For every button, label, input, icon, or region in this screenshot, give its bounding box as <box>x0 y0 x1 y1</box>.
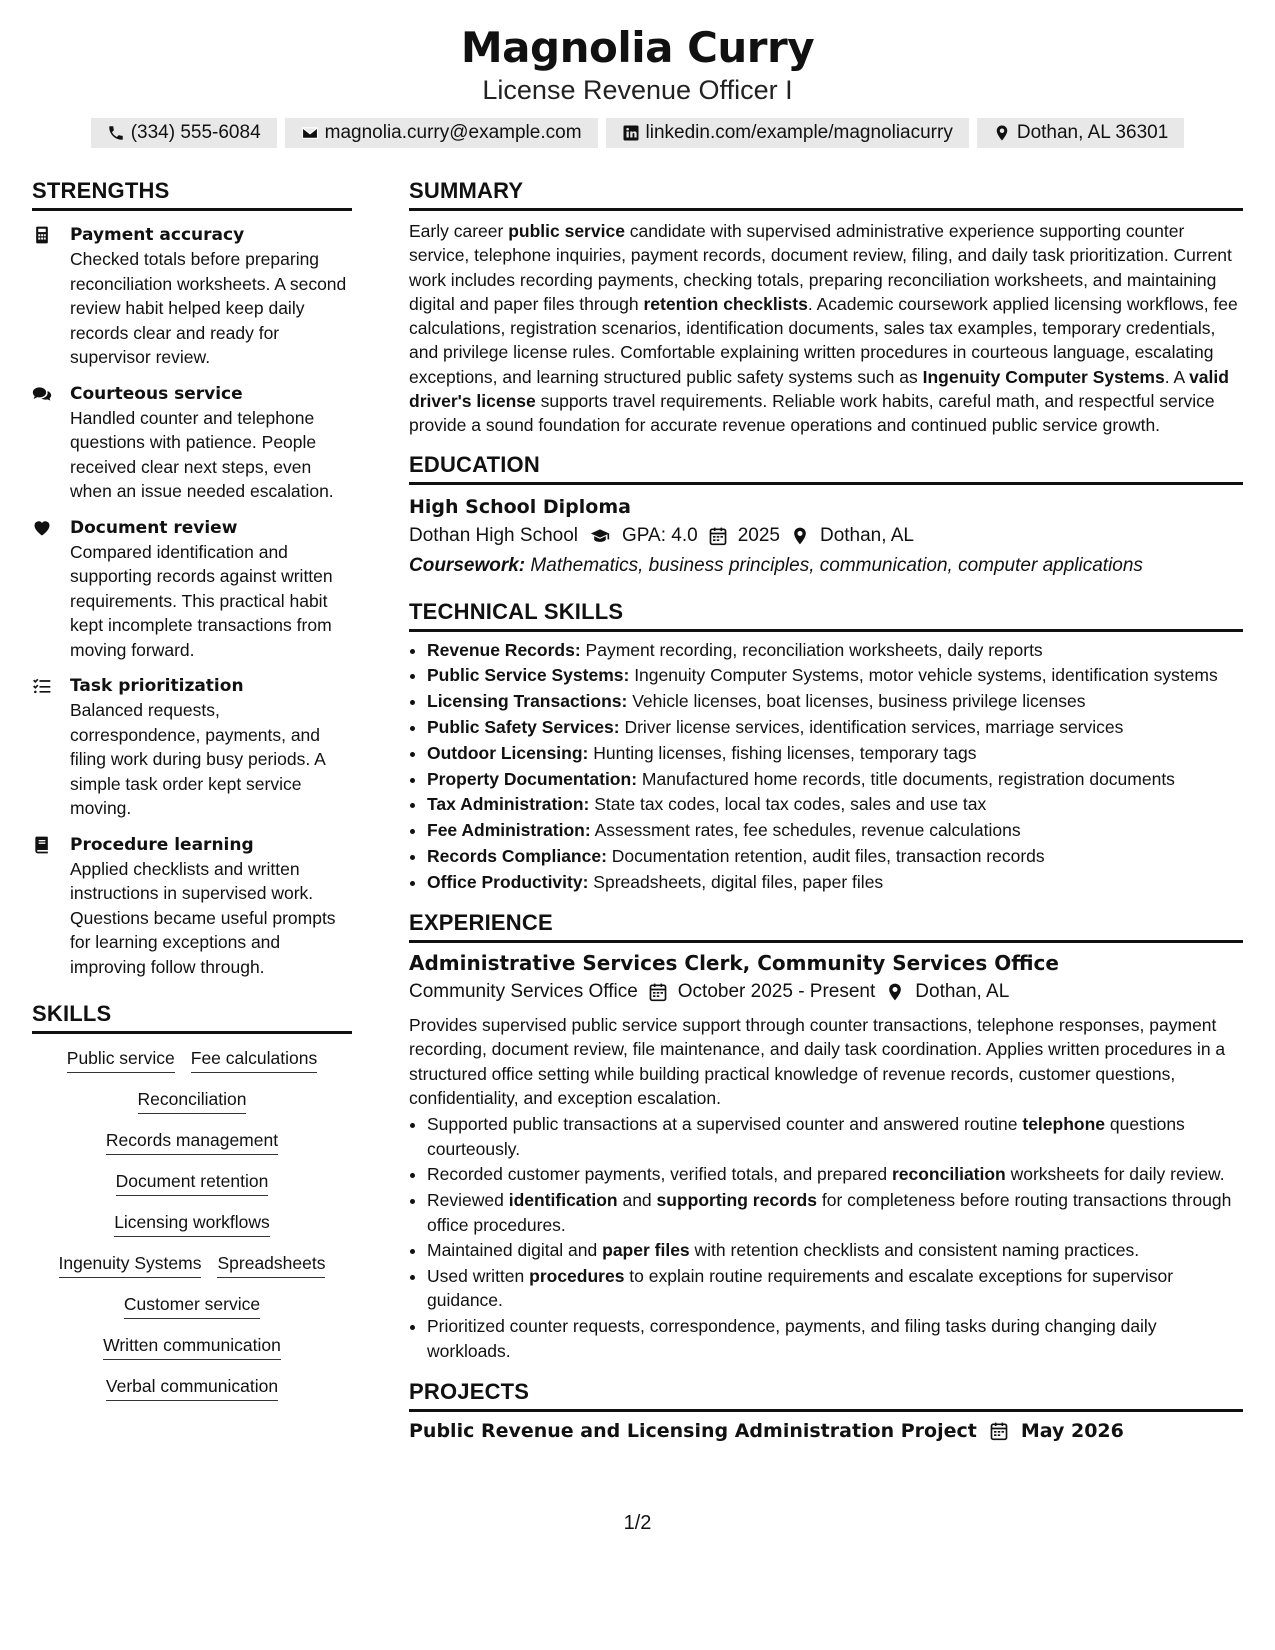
map-pin-icon <box>885 982 905 1002</box>
skill-tag: Customer service <box>124 1292 260 1319</box>
list-item: • Public Service Systems: Ingenuity Computer Systems, motor vehicle systems, identification systems <box>427 663 1243 687</box>
map-pin-icon <box>790 526 810 546</box>
skill-tag: Public service <box>67 1046 175 1073</box>
list-item: • Recorded customer payments, verified totals, and prepared reconciliation worksheets for daily review. <box>427 1162 1243 1186</box>
strength-desc: Checked totals before preparing reconciliation worksheets. A second review habit helped keep daily records clear and ready for supervisor review. <box>70 249 347 367</box>
skill-tag: Reconciliation <box>138 1087 247 1114</box>
contact-linkedin[interactable] <box>606 118 969 148</box>
list-item: • Records Compliance: Documentation retention, audit files, transaction records <box>427 844 1243 868</box>
calendar-icon <box>989 1421 1009 1441</box>
strength-item <box>32 382 352 504</box>
strength-item <box>32 833 352 980</box>
graduation-cap-icon <box>588 526 612 546</box>
list-item: • Office Productivity: Spreadsheets, digital files, paper files <box>427 870 1243 894</box>
candidate-title: License Revenue Officer I <box>482 75 793 105</box>
strength-item <box>32 223 352 370</box>
contact-location-text: Dothan, AL 36301 <box>1016 122 1169 143</box>
list-item: • Tax Administration: State tax codes, local tax codes, sales and use tax <box>427 792 1243 816</box>
skill-tag: Records management <box>106 1128 278 1155</box>
right-column <box>409 178 1243 1442</box>
envelope-icon <box>301 124 319 142</box>
job-dates: October 2025 - Present <box>677 981 876 1003</box>
job-description: Provides supervised public service support through counter transactions, telephone responses, payment recording, document review, file maintenance, and daily task coordination. Applies written procedures in a structured office setting while building practical knowledge of revenue records, customer questions, confidentiality, and exception escalation. <box>409 1015 1226 1109</box>
contact-location <box>977 118 1184 148</box>
gpa: GPA: 4.0 <box>622 524 698 546</box>
skill-tag: Licensing workflows <box>114 1210 270 1237</box>
strength-desc: Handled counter and telephone questions with patience. People received clear next steps, even when an issue needed escalation. <box>70 407 334 501</box>
strength-title: Task prioritization <box>70 676 244 696</box>
calendar-icon <box>708 526 728 546</box>
skills-tags <box>32 1046 352 1401</box>
map-pin-icon <box>993 124 1011 142</box>
skill-tag: Document retention <box>116 1169 269 1196</box>
degree-title: High School Diploma <box>409 495 631 518</box>
list-item: • Public Safety Services: Driver license services, identification services, marriage services <box>427 715 1243 739</box>
list-item: • Maintained digital and paper files with retention checklists and consistent naming practices. <box>427 1238 1243 1262</box>
contact-bar <box>0 118 1275 148</box>
list-item: • Prioritized counter requests, correspondence, payments, and filing tasks during changing daily workloads. <box>427 1314 1243 1363</box>
projects-heading: PROJECTS <box>409 1379 1243 1412</box>
strength-title: Document review <box>70 517 238 538</box>
education-meta <box>409 521 1243 551</box>
task-list-icon <box>32 676 52 696</box>
summary-heading: SUMMARY <box>409 178 1243 211</box>
education-location: Dothan, AL <box>819 524 914 546</box>
skill-tag: Spreadsheets <box>217 1251 325 1278</box>
technical-skills-heading: TECHNICAL SKILLS <box>409 599 1243 632</box>
job-location: Dothan, AL <box>915 981 1010 1003</box>
graduation-year: 2025 <box>737 524 780 546</box>
list-item: • Property Documentation: Manufactured home records, title documents, registration documents <box>427 767 1243 791</box>
list-item: • Fee Administration: Assessment rates, fee schedules, revenue calculations <box>427 818 1243 842</box>
skills-heading: SKILLS <box>32 1001 352 1034</box>
skill-tag: Fee calculations <box>191 1046 317 1073</box>
skill-tag: Verbal communication <box>106 1374 278 1401</box>
skill-tag: Written communication <box>103 1333 281 1360</box>
strength-item <box>32 674 352 821</box>
project-date: May 2026 <box>1020 1419 1124 1442</box>
left-column <box>32 178 352 1442</box>
job-meta <box>409 977 1243 1007</box>
strength-desc: Applied checklists and written instructions in supervised work. Questions became useful prompts for learning exceptions and improving follow through. <box>70 858 336 977</box>
calendar-icon <box>648 982 668 1002</box>
list-item: • Outdoor Licensing: Hunting licenses, fishing licenses, temporary tags <box>427 741 1243 765</box>
contact-phone-text: (334) 555-6084 <box>130 122 261 143</box>
contact-email[interactable] <box>285 118 598 148</box>
chat-bubbles-icon <box>32 384 52 404</box>
list-item: • Used written procedures to explain routine requirements and escalate exceptions for supervisor guidance. <box>427 1264 1243 1313</box>
experience-heading: EXPERIENCE <box>409 910 1243 943</box>
education-heading: EDUCATION <box>409 452 1243 485</box>
page-number: 1/2 <box>623 1512 652 1534</box>
strength-desc: Balanced requests, correspondence, payments, and filing work during busy periods. A simple task order kept service moving. <box>70 700 325 818</box>
coursework: Coursework: Mathematics, business principles, communication, computer applications <box>409 554 1143 576</box>
job-title: Administrative Services Clerk, Community Services Office <box>409 951 1059 976</box>
book-icon <box>32 835 52 855</box>
calculator-icon <box>32 225 52 245</box>
job-bullets <box>409 1112 1243 1362</box>
contact-linkedin-text: linkedin.com/example/magnoliacurry <box>645 122 953 143</box>
strengths-heading: STRENGTHS <box>32 178 352 211</box>
strength-item <box>32 516 352 663</box>
contact-phone[interactable] <box>91 118 277 148</box>
strength-desc: Compared identification and supporting records against written requirements. This practical habit kept incomplete transactions from moving forward. <box>70 541 333 660</box>
contact-email-text: magnolia.curry@example.com <box>324 122 582 143</box>
list-item: • Reviewed identification and supporting records for completeness before routing transactions through office procedures. <box>427 1188 1243 1237</box>
technical-skills-list <box>409 638 1243 894</box>
summary-text: Early career public service candidate with supervised administrative experience supporting counter service, telephone inquiries, payment records, document review, filing, and daily task prioritization. Current work includes recording payments, checking totals, preparing reconciliation worksheets, and maintaining digital and paper files through retention checklists. Academic coursework applied licensing workflows, fee calculations, registration scenarios, identification documents, sales tax examples, temporary credentials, and privilege license rules. Comfortable explaining written procedures in courteous language, escalating exceptions, and learning structured public safety systems such as Ingenuity Computer Systems. A valid driver's license supports travel requirements. Reliable work habits, careful math, and respectful service provide a sound foundation for accurate revenue operations and continued public service growth. <box>409 221 1238 436</box>
list-item: • Revenue Records: Payment recording, reconciliation worksheets, daily reports <box>427 638 1243 662</box>
candidate-name: Magnolia Curry <box>460 23 815 72</box>
strength-title: Courteous service <box>70 383 243 404</box>
strength-title: Procedure learning <box>70 834 254 855</box>
skill-tag: Ingenuity Systems <box>59 1251 202 1278</box>
project-title: Public Revenue and Licensing Administration Project <box>409 1419 977 1442</box>
phone-icon <box>107 124 125 142</box>
project-entry <box>409 1420 1243 1442</box>
linkedin-icon <box>622 124 640 142</box>
school-name: Dothan High School <box>409 524 578 546</box>
strength-title: Payment accuracy <box>70 225 245 245</box>
resume-header <box>0 0 1275 148</box>
job-org: Community Services Office <box>409 981 638 1003</box>
heart-icon <box>32 518 52 538</box>
list-item: • Supported public transactions at a supervised counter and answered routine telephone questions courteously. <box>427 1112 1243 1161</box>
list-item: • Licensing Transactions: Vehicle licenses, boat licenses, business privilege licenses <box>427 689 1243 713</box>
